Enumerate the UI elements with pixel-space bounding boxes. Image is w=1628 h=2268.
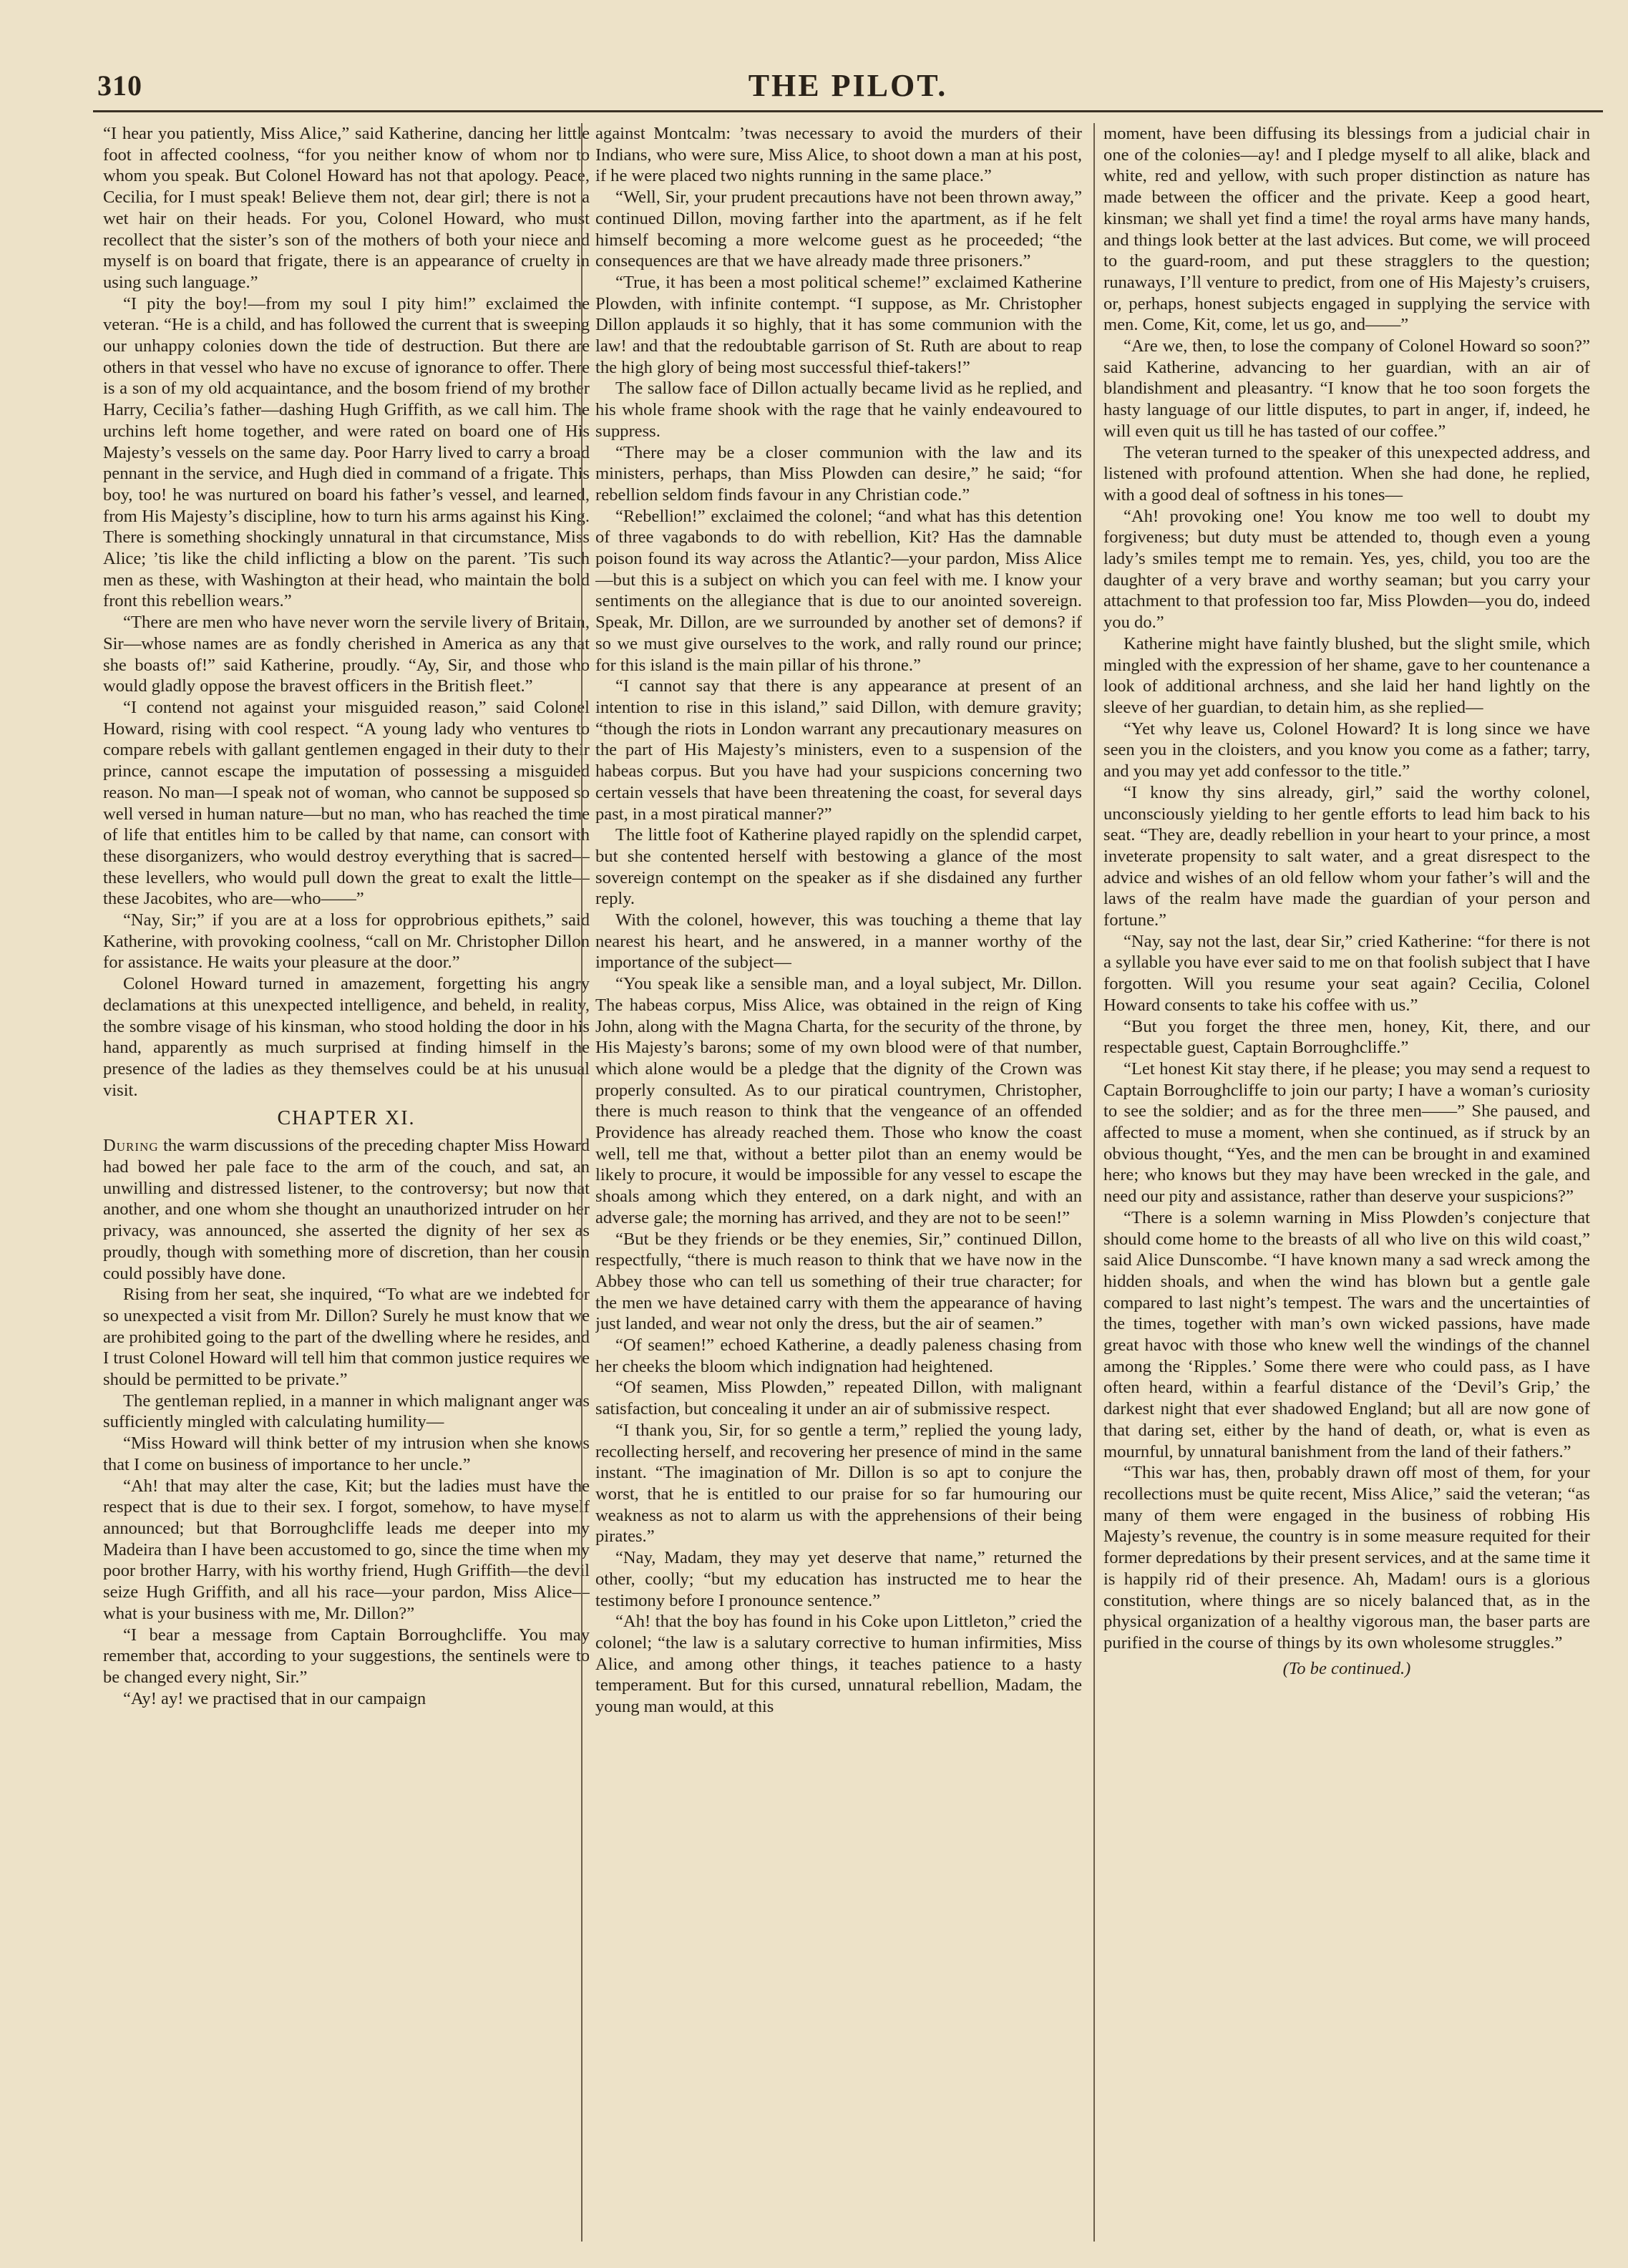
paragraph: against Montcalm: ’twas necessary to avoid the murders of their Indians, who were sure, Miss Alice, to shoot down a man at his post, if he were placed two nights running in the same place.” [595,124,1082,186]
paragraph: “I pity the boy!—from my soul I pity him!” exclaimed the veteran. “He is a child, and has followed the current that is sweeping our unhappy colonies down the tide of destruction. But there are others in that vessel who have no excuse of ignorance to offer. There is a son of my old acquaintance, and the bosom friend of my brother Harry, Cecilia’s father—dashing Hugh Griffith, as we call him. The urchins left home together, and were rated on board one of His Majesty’s vessels on the same day. Poor Harry lived to carry a broad pennant in the service, and Hugh died in command of a frigate. This boy, too! he was nurtured on board his father’s vessel, and learned, from His Majesty’s discipline, how to turn his arms against his King. There is something shockingly unnatural in that circumstance, Miss Alice; ’tis like the child inflicting a blow on the parent. ’Tis such men as these, with Washington at their head, who maintain the bold front this rebellion wears.” [103,293,590,611]
paragraph: “I thank you, Sir, for so gentle a term,” replied the young lady, recollecting herself, and recovering her presence of mind in the same instant. “The imagination of Mr. Dillon is so apt to conjure the worst, that he is entitled to our praise for so far humouring our weakness as not to alarm us with the apprehensions of their being pirates.” [595,1420,1082,1547]
paragraph: moment, have been diffusing its blessings from a judicial chair in one of the colonies—ay! and I pledge myself to all alike, black and white, red and yellow, with such proper distinction as nature has made between the officer and the private. Keep a good heart, kinsman; we shall yet find a time! the royal arms have many hands, and things look better at the last advices. But come, we will proceed to the guard-room, and put these stragglers to the question; runaways, I’ll venture to predict, from one of His Majesty’s cruisers, or, perhaps, honest subjects engaged in supplying the service with men. Come, Kit, come, let us go, and——” [1103,124,1590,335]
paragraph: The veteran turned to the speaker of this unexpected address, and listened with profound attention. When she had done, he replied, with a good deal of softness in his tones— [1103,442,1590,505]
running-title: THE PILOT. [748,68,948,103]
paragraph: “You speak like a sensible man, and a loyal subject, Mr. Dillon. The habeas corpus, Miss Alice, was obtained in the reign of King John, along with the Magna Charta, for the security of the throne, by His Majesty’s barons; some of my own blood were of that number, which alone would be a pledge that the dignity of the Crown was properly consulted. As to our piratical countrymen, Christopher, there is much reason to think that the vengeance of an offended Providence has already reached them. Those who know the coast well, tell me that, without a better pilot than an enemy would be likely to procure, it would be impossible for any vessel to escape the shoals among which they entered, on a dark night, and with an adverse gale; the morning has arrived, and they are not to be seen!” [595,974,1082,1227]
text-column-1 [103,123,590,2242]
page-number: 310 [97,69,142,102]
continued-note: (To be continued.) [1282,1658,1411,1678]
paragraph: “Of seamen!” echoed Katherine, a deadly paleness chasing from her cheeks the bloom which indignation had heightened. [595,1335,1082,1376]
paragraph: “I contend not against your misguided reason,” said Colonel Howard, rising with cool respect. “A young lady who ventures to compare rebels with gallant gentlemen engaged in their duty to their prince, cannot escape the imputation of possessing a misguided reason. No man—I speak not of woman, who cannot be supposed so well versed in human nature—but no man, who has reached the time of life that entitles him to be called by that name, can consort with these disorganizers, who would destroy everything that is sacred—these levellers, who would pull down the great to exalt the little—these Jacobites, who are—who——” [103,697,590,909]
paragraph: “Nay, Sir;” if you are at a loss for opprobrious epithets,” said Katherine, with provoking coolness, “call on Mr. Christopher Dillon for assistance. He waits your pleasure at the door.” [103,910,590,973]
paragraph: “But be they friends or be they enemies, Sir,” continued Dillon, respectfully, “there is much reason to think that we have now in the Abbey those who can tell us something of their true character; for the men we have detained carry with them the appearance of having just landed, and wear not only the dress, but the air of seamen.” [595,1229,1082,1334]
column-divider [581,123,583,2242]
header-rule [93,110,1603,112]
paragraph: “Ah! that may alter the case, Kit; but the ladies must have the respect that is due to their sex. I forgot, somehow, to have myself announced; but that Borroughcliffe leads me deeper into my Madeira than I have been accustomed to go, since the time when my poor brother Harry, with his worthy friend, Hugh Griffith—the devil seize Hugh Griffith, and all his race—your pardon, Miss Alice—what is your business with me, Mr. Dillon?” [103,1476,590,1623]
text-column-2 [595,123,1082,2242]
paragraph: “Nay, Madam, they may yet deserve that name,” returned the other, coolly; “but my education has instructed me to hear the testimony before I pronounce sentence.” [595,1548,1082,1610]
paragraph: The little foot of Katherine played rapidly on the splendid carpet, but she contented herself with bestowing a glance of the most sovereign contempt on the speaker as if she disdained any further reply. [595,825,1082,909]
paragraph: “There is a solemn warning in Miss Plowden’s conjecture that should come home to the breasts of all who live on this wild coast,” said Alice Dunscombe. “I have known many a sad wreck among the hidden shoals, and when the wind has blown but a gentle gale compared to last night’s tempest. The wars and the uncertainties of the times, together with man’s own wicked passions, have made great havoc with those who knew well the windings of the channel among the ‘Ripples.’ Some there were who could pass, as I have often heard, within a fearful distance of the ‘Devil’s Grip,’ the darkest night that ever shadowed England; but all are now gone of that daring set, either by the hand of death, or, what is even as mournful, by unnatural banishment from the land of their fathers.” [1103,1207,1590,1461]
page-header [93,66,1603,109]
paragraph: The gentleman replied, in a manner in which malignant anger was sufficiently mingled with calculating humility— [103,1391,590,1432]
paragraph: “I hear you patiently, Miss Alice,” said Katherine, dancing her little foot in affected coolness, “for you neither know of whom nor to whom you speak. But Colonel Howard has not that apology. Peace, Cecilia, for I must speak! Believe them not, dear girl; there is not a wet hair on their heads. For you, Colonel Howard, who must recollect that the sister’s son of the mothers of both your niece and myself is on board that frigate, there is an appearance of cruelty in using such language.” [103,124,590,292]
column-divider [1093,123,1095,2242]
paragraph: “Miss Howard will think better of my intrusion when she knows that I come on business of importance to her uncle.” [103,1434,590,1474]
paragraph: “Yet why leave us, Colonel Howard? It is long since we have seen you in the cloisters, and you know you come as a father; tarry, and you may yet add confessor to the title.” [1103,719,1590,782]
paragraph: “Ah! provoking one! You know me too well to doubt my forgiveness; but duty must be attended to, though even a young lady’s smiles tempt me to remain. Yes, yes, child, you too are the daughter of a very brave and worthy seaman; but you carry your attachment to that profession too far, Miss Plowden—you do, indeed you do.” [1103,506,1590,633]
paragraph: “Are we, then, to lose the company of Colonel Howard so soon?” said Katherine, advancing to her guardian, with an air of blandishment and pleasantry. “I know that he too soon forgets the hasty language of our little disputes, to part in anger, if, indeed, he will even quit us till he has tasted of our coffee.” [1103,336,1590,441]
paragraph: “True, it has been a most political scheme!” exclaimed Katherine Plowden, with infinite contempt. “I suppose, as Mr. Christopher Dillon applauds it so highly, that it has some communion with the law! and that the redoubtable garrison of St. Ruth are about to reap the high glory of being most successful thief-takers!” [595,272,1082,377]
paragraph: “Let honest Kit stay there, if he please; you may send a request to Captain Borroughcliffe to join our party; I have a woman’s curiosity to see the soldier; and as for the three men——” She paused, and affected to muse a moment, when she continued, as if struck by an obvious thought, “Yes, and the men can be brought in and examined here; who knows but they may have been wrecked in the gale, and need our pity and assistance, rather than deserve your suspicions?” [1103,1058,1590,1207]
paragraph: “Of seamen, Miss Plowden,” repeated Dillon, with malignant satisfaction, but concealing it under an air of submissive respect. [595,1378,1082,1419]
paragraph: The sallow face of Dillon actually became livid as he replied, and his whole frame shook with the rage that he vainly endeavoured to suppress. [595,379,1082,441]
chapter-first-text: the warm discussions of the preceding chapter Miss Howard had bowed her pale face to the arm of the couch, and sat, an unwilling and distressed listener, to the controversy; but now that another, and one whom she thought an unauthorized intruder on her privacy, was announced, she asserted the dignity of her sex as proudly, though with something more of discretion, than her cousin could possibly have done. [103,1136,590,1283]
chapter-heading: CHAPTER XI. [277,1107,416,1130]
paragraph: “There may be a closer communion with the law and its ministers, perhaps, than Miss Plowden can desire,” he said; “for rebellion seldom finds favour in any Christian code.” [595,442,1082,505]
paragraph: With the colonel, however, this was touching a theme that lay nearest his heart, and he answered, in a manner worthy of the importance of the subject— [595,910,1082,973]
chapter-first-paragraph [103,1135,590,1284]
paragraph: “But you forget the three men, honey, Kit, there, and our respectable guest, Captain Borroughcliffe.” [1103,1016,1590,1058]
paragraph: “Ah! that the boy has found in his Coke upon Littleton,” cried the colonel; “the law is a salutary corrective to human infirmities, Miss Alice, and among other things, it teaches patience to a hasty temperament. But for this cursed, unnatural rebellion, Madam, the young man would, at this [595,1612,1082,1717]
paragraph: Colonel Howard turned in amazement, forgetting his angry declamations at this unexpected intelligence, and beheld, in reality, the sombre visage of his kinsman, who stood holding the door in his hand, apparently as much surprised at finding himself in the presence of the ladies as they themselves could be at his unusual visit. [103,974,590,1100]
paragraph: “I know thy sins already, girl,” said the worthy colonel, unconsciously yielding to her gentle efforts to lead him back to his seat. “They are, deadly rebellion in your heart to your prince, a most inveterate propensity to salt water, and a great disrespect to the advice and wishes of an old fellow whom your father’s will and the laws of the realm have made the guardian of your person and fortune.” [1103,782,1590,930]
paragraph: Katherine might have faintly blushed, but the slight smile, which mingled with the expression of her shame, gave to her countenance a look of additional archness, and she laid her hand lightly on the sleeve of her guardian, to detain him, as she replied— [1103,633,1590,717]
paragraph: “Ay! ay! we practised that in our campaign [123,1688,427,1708]
text-column-3 [1103,123,1590,2242]
paragraph: “Rebellion!” exclaimed the colonel; “and what has this detention of three vagabonds to do with rebellion, Kit? Has the damnable poison found its way across the Atlantic?—your pardon, Miss Alice—but this is a subject on which you can feel with me. I know your sentiments on the allegiance that is due to our anointed sovereign. Speak, Mr. Dillon, are we surrounded by another set of demons? if so we must give ourselves to the work, and rally round our prince; for this island is the main pillar of his throne.” [595,506,1082,675]
paragraph: “Nay, say not the last, dear Sir,” cried Katherine: “for there is not a syllable you have ever said to me on that foolish subject that I have forgotten. Will you resume your seat again? Cecilia, Colonel Howard consents to take his coffee with us.” [1103,931,1590,1015]
paragraph: “I bear a message from Captain Borroughcliffe. You may remember that, according to your suggestions, the sentinels were to be changed every night, Sir.” [103,1625,590,1687]
paragraph: Rising from her seat, she inquired, “To what are we indebted for so unexpected a visit from Mr. Dillon? Surely he must know that we are prohibited going to the part of the dwelling where he resides, and I trust Colonel Howard will tell him that common justice requires we should be permitted to be private.” [103,1285,590,1390]
paragraph: “This war has, then, probably drawn off most of them, for your recollections must be quite recent, Miss Alice,” said the veteran; “as many of them were engaged in the business of robbing His Majesty’s revenue, the country is in some measure requited for their former depredations by their present services, and at the same time it is happily rid of their presence. Ah, Madam! ours is a glorious constitution, where things are so nicely balanced that, as in the physical organization of a healthy vigorous man, the baser parts are purified in the course of things by its own wholesome struggles.” [1103,1463,1590,1653]
paragraph: “Well, Sir, your prudent precautions have not been thrown away,” continued Dillon, moving farther into the apartment, as if he felt himself becoming a more welcome guest as he proceeded; “the consequences are that we have already made three prisoners.” [595,188,1082,271]
paragraph: “There are men who have never worn the servile livery of Britain, Sir—whose names are as fondly cherished in America as any that she boasts of!” said Katherine, proudly. “Ay, Sir, and those who would gladly oppose the bravest officers in the British fleet.” [103,613,590,696]
chapter-open-word: During [103,1136,159,1156]
paragraph: “I cannot say that there is any appearance at present of an intention to rise in this island,” said Dillon, with demure gravity; “though the riots in London warrant any precautionary measures on the part of His Majesty’s ministers, even to a suspension of the habeas corpus. But you have had your suspicions concerning two certain vessels that have been threatening the coast, for several days past, in a most piratical manner?” [595,676,1082,824]
